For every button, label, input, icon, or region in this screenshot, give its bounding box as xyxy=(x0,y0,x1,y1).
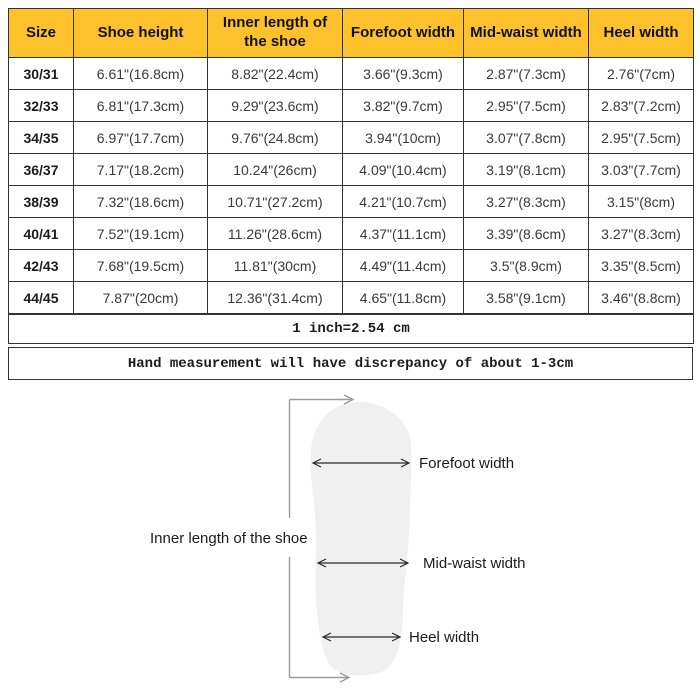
col-header-size: Size xyxy=(9,9,74,58)
size-cell: 32/33 xyxy=(9,90,74,122)
forefoot-width-label: Forefoot width xyxy=(419,455,515,472)
forefoot-width-cell: 3.66"(9.3cm) xyxy=(343,58,464,90)
size-cell: 36/37 xyxy=(9,154,74,186)
mid-waist-width-cell: 3.07"(7.8cm) xyxy=(464,122,589,154)
table-row xyxy=(9,282,694,315)
forefoot-width-cell: 4.65"(11.8cm) xyxy=(343,282,464,315)
mid-waist-width-cell: 3.19"(8.1cm) xyxy=(464,154,589,186)
mid-waist-width-cell: 3.58"(9.1cm) xyxy=(464,282,589,315)
forefoot-width-cell: 4.21"(10.7cm) xyxy=(343,186,464,218)
shoe-height-cell: 7.17"(18.2cm) xyxy=(74,154,208,186)
inner-length-cell: 10.24"(26cm) xyxy=(208,154,343,186)
inch-conversion-note: 1 inch=2.54 cm xyxy=(9,314,694,344)
size-cell: 30/31 xyxy=(9,58,74,90)
table-row xyxy=(9,58,694,90)
insole-measurement-diagram xyxy=(0,390,700,700)
heel-width-cell: 3.46"(8.8cm) xyxy=(589,282,694,315)
inner-length-cell: 8.82"(22.4cm) xyxy=(208,58,343,90)
inner-length-cell: 11.81"(30cm) xyxy=(208,250,343,282)
size-cell: 44/45 xyxy=(9,282,74,315)
forefoot-width-cell: 4.37"(11.1cm) xyxy=(343,218,464,250)
mid-waist-width-cell: 3.27"(8.3cm) xyxy=(464,186,589,218)
hand-measurement-note xyxy=(8,347,693,380)
heel-width-cell: 3.35"(8.5cm) xyxy=(589,250,694,282)
mid-waist-width-label: Mid-waist width xyxy=(423,555,526,572)
inner-length-cell: 12.36"(31.4cm) xyxy=(208,282,343,315)
heel-width-cell: 3.15"(8cm) xyxy=(589,186,694,218)
table-row xyxy=(9,250,694,282)
inner-length-label: Inner length of the shoe xyxy=(150,530,308,547)
inner-length-cell: 9.29"(23.6cm) xyxy=(208,90,343,122)
table-row xyxy=(9,122,694,154)
inner-length-cell: 10.71"(27.2cm) xyxy=(208,186,343,218)
table-row xyxy=(9,154,694,186)
table-row xyxy=(9,218,694,250)
size-cell: 34/35 xyxy=(9,122,74,154)
insole-shape xyxy=(311,402,412,675)
mid-waist-width-cell: 3.5"(8.9cm) xyxy=(464,250,589,282)
col-header-forefoot-width: Forefoot width xyxy=(343,9,464,58)
shoe-height-cell: 7.52"(19.1cm) xyxy=(74,218,208,250)
size-cell: 42/43 xyxy=(9,250,74,282)
mid-waist-width-cell: 3.39"(8.6cm) xyxy=(464,218,589,250)
heel-width-cell: 2.83"(7.2cm) xyxy=(589,90,694,122)
forefoot-width-cell: 3.94"(10cm) xyxy=(343,122,464,154)
heel-width-cell: 3.03"(7.7cm) xyxy=(589,154,694,186)
inner-length-cell: 9.76"(24.8cm) xyxy=(208,122,343,154)
inner-length-cell: 11.26"(28.6cm) xyxy=(208,218,343,250)
header-row xyxy=(9,9,694,58)
col-header-mid-waist-width: Mid-waist width xyxy=(464,9,589,58)
table-row xyxy=(9,186,694,218)
forefoot-width-cell: 4.09"(10.4cm) xyxy=(343,154,464,186)
shoe-height-cell: 6.61"(16.8cm) xyxy=(74,58,208,90)
heel-width-label: Heel width xyxy=(409,629,480,646)
col-header-inner-length: Inner length of the shoe xyxy=(208,9,343,58)
shoe-height-cell: 7.32"(18.6cm) xyxy=(74,186,208,218)
heel-width-cell: 2.76"(7cm) xyxy=(589,58,694,90)
hand-measurement-note-text: Hand measurement will have discrepancy of about 1-3cm xyxy=(127,355,574,372)
heel-width-cell: 2.95"(7.5cm) xyxy=(589,122,694,154)
forefoot-width-cell: 3.82"(9.7cm) xyxy=(343,90,464,122)
table-row xyxy=(9,90,694,122)
shoe-height-cell: 6.97"(17.7cm) xyxy=(74,122,208,154)
shoe-height-cell: 7.68"(19.5cm) xyxy=(74,250,208,282)
size-chart-table xyxy=(8,8,694,344)
inch-note-row xyxy=(9,314,694,344)
size-cell: 40/41 xyxy=(9,218,74,250)
mid-waist-width-cell: 2.87"(7.3cm) xyxy=(464,58,589,90)
shoe-height-cell: 6.81"(17.3cm) xyxy=(74,90,208,122)
heel-width-cell: 3.27"(8.3cm) xyxy=(589,218,694,250)
shoe-height-cell: 7.87"(20cm) xyxy=(74,282,208,315)
col-header-heel-width: Heel width xyxy=(589,9,694,58)
size-cell: 38/39 xyxy=(9,186,74,218)
col-header-shoe-height: Shoe height xyxy=(74,9,208,58)
mid-waist-width-cell: 2.95"(7.5cm) xyxy=(464,90,589,122)
forefoot-width-cell: 4.49"(11.4cm) xyxy=(343,250,464,282)
